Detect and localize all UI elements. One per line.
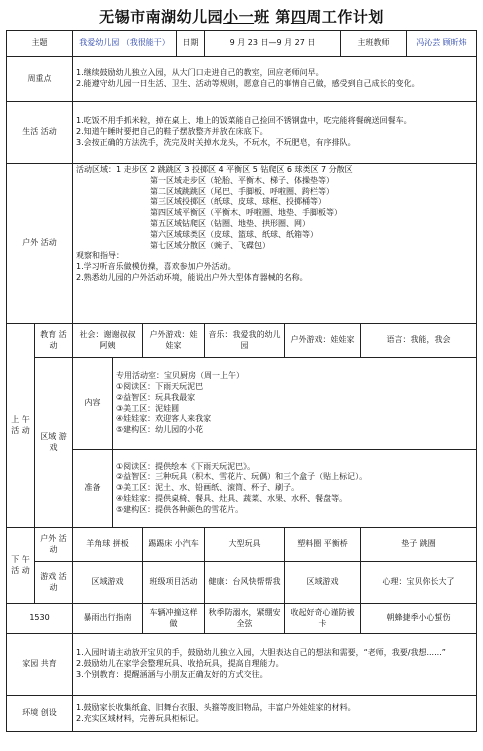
header-row: [7, 31, 477, 57]
life-line: 2.知道午睡时要把自己的鞋子摆放整齐并放在床底下。: [76, 127, 268, 137]
env-line: 1.鼓励家长收集纸盒、旧舞台衣服、头箍等废旧物品，丰富户外娃娃家的材料。: [76, 702, 356, 712]
area-content-row: [7, 358, 477, 450]
area-prep-item: ①阅读区：提供绘本《下雨天玩泥巴》。: [116, 461, 256, 471]
area-prep-item: ③美工区：泥土、水、铅画纸、滚筒、杯子、刷子。: [116, 483, 300, 493]
edu-label: 教育 活动: [35, 324, 73, 358]
morning-label: 上 午 活 动: [7, 324, 35, 528]
focus-line: 2.能遵守幼儿园一日生活、卫生、活动等规则，愿意自己的事情自己做，感受到自己成长的变化。: [76, 79, 420, 88]
area-content-item: ①阅读区：下雨天玩泥巴: [116, 381, 204, 391]
afternoon-game-item: 区域游戏: [73, 562, 143, 604]
date-value: 9 月 23 日—9 月 27 日: [205, 31, 341, 57]
weekly-plan-table: [6, 30, 477, 732]
outdoor-row: [7, 164, 477, 324]
life-line: 1.吃饭不用手抓米粒，掉在桌上、地上的饭菜能自己捡回不锈钢盘中，吃完能将餐碗送回餐车。: [76, 116, 412, 126]
life-content: [73, 102, 477, 164]
env-line: 2.充实区域材料，完善玩具柜标记。: [76, 713, 204, 723]
edu-item: 户外游戏：娃娃家: [143, 324, 205, 358]
theme-value: 我爱幼儿园 （我很能干）: [73, 31, 177, 57]
focus-line: 1.继续鼓励幼儿独立入园，从大门口走进自己的教室，回应老师问早。: [76, 68, 324, 78]
outdoor-zone: 第五区域钻爬区（钻圈、地垫、拱形圈、网）: [150, 218, 310, 228]
afternoon-game-item: 健康：台风快帮帮我: [205, 562, 285, 604]
area-content-item: ④娃娃家：欢迎客人来我家: [116, 414, 212, 424]
afternoon-game-label: 游戏 活动: [35, 562, 73, 604]
safety-label: 1530: [7, 604, 73, 634]
afternoon-outdoor-item: 大型玩具: [205, 528, 285, 562]
edu-item: 语言：我能，我会: [361, 324, 477, 358]
afternoon-outdoor-item: 塑料圈 平衡桥: [285, 528, 361, 562]
page-title: 无锡市南湖幼儿园小一班 第四周工作计划: [99, 8, 384, 26]
afternoon-game-row: [7, 562, 477, 604]
safety-item: 秋季防溺水，紧绷安全弦: [205, 604, 285, 634]
focus-row: [7, 57, 477, 102]
afternoon-outdoor-label: 户外 活动: [35, 528, 73, 562]
outdoor-label: 户外 活动: [7, 164, 73, 324]
family-line: 3.个别教育：提醒涵涵与小朋友正确友好的方式交往。: [76, 669, 268, 679]
date-label: 日期: [177, 31, 205, 57]
outdoor-guide-head: 观察和指导：: [76, 251, 124, 261]
teacher-label: 主班教师: [341, 31, 407, 57]
family-label: 家园 共育: [7, 634, 73, 696]
outdoor-zone: 第四区域平衡区（平衡木、呼啦圈、地垫、手脚板等）: [150, 208, 342, 218]
afternoon-game-item: 区域游戏: [285, 562, 361, 604]
focus-content: [73, 57, 477, 102]
outdoor-content: [73, 164, 477, 324]
afternoon-outdoor-row: [7, 528, 477, 562]
afternoon-outdoor-item: 羊角球 拼板: [73, 528, 143, 562]
family-line: 2.鼓励幼儿在家学会整理玩具、收拾玩具，提高自理能力。: [76, 659, 284, 669]
life-row: [7, 102, 477, 164]
outdoor-zone: 第二区域跳跳区（尾巴、手脚板、呼啦圈、跨栏等）: [150, 186, 334, 196]
area-content-item: ③美工区：泥娃圆: [116, 403, 180, 413]
area-prep: [113, 450, 477, 528]
afternoon-outdoor-item: 垫子 跳圈: [361, 528, 477, 562]
prep-label: 准备: [73, 450, 113, 528]
afternoon-label: 下 午 活 动: [7, 528, 35, 604]
safety-row: [7, 604, 477, 634]
outdoor-zone: 第七区域分散区（豌子、飞碟包）: [150, 240, 270, 250]
edu-item: 音乐：我爱我的幼儿园: [205, 324, 285, 358]
area-content-item: 专用活动室：宝贝厨房（周一上午）: [116, 371, 244, 381]
safety-item: 朝蜂捷季小心蜇伤: [361, 604, 477, 634]
afternoon-outdoor-item: 踢踢床 小汽车: [143, 528, 205, 562]
class-name: 小一: [223, 8, 255, 26]
area-label: 区域 游戏: [35, 358, 73, 528]
family-row: [7, 634, 477, 696]
afternoon-game-item: 心理：宝贝你长大了: [361, 562, 477, 604]
outdoor-zone: 第三区域投掷区（纸球、皮球、球框、投掷桶等）: [150, 197, 326, 207]
area-prep-item: ④娃娃家：提供桌椅、餐具、灶具、蔬菜、水果、水杯、餐盘等。: [116, 493, 348, 503]
week-number: 四: [290, 8, 307, 26]
life-line: 3.会按正确的方法洗手，洗完及时关掉水龙头，不玩水，不玩肥皂，有序排队。: [76, 137, 356, 147]
outdoor-zone: 第一区域走步区（轮胎、平衡木、梯子、体操垫等）: [150, 175, 334, 185]
family-line: 1.入园时请主动放开宝贝的手，鼓励幼儿独立入园，大胆表达自己的想法和需要，“老师，我要/我想......”: [76, 648, 446, 658]
outdoor-guide: 1.学习听音乐做模仿操，喜欢参加户外活动。: [76, 262, 236, 272]
edu-item: 户外游戏：娃娃家: [285, 324, 361, 358]
outdoor-zone: 第六区域球类区（皮球、篮球、纸球、纸箱等）: [150, 229, 318, 239]
safety-item: 暴雨出行指南: [73, 604, 143, 634]
area-prep-row: [7, 450, 477, 528]
afternoon-game-item: 班级项目活动: [143, 562, 205, 604]
theme-label: 主题: [7, 31, 73, 57]
safety-item: 收起好奇心谨防被卡: [285, 604, 361, 634]
area-prep-item: ⑤建构区：提供各种颜色的雪花片。: [116, 504, 244, 514]
content-label: 内容: [73, 358, 113, 450]
outdoor-zones-head: 活动区域：1 走步区 2 跳跳区 3 投掷区 4 平衡区 5 钻爬区 6 球类区 7 分散区: [76, 165, 353, 174]
area-content-item: ⑤建构区：幼儿园的小花: [116, 425, 204, 435]
env-label: 环境 创设: [7, 696, 73, 732]
family-content: [73, 634, 477, 696]
env-content: [73, 696, 477, 732]
area-prep-item: ②益智区：三种玩具（积木、雪花片、玩偶）和三个盒子（贴上标记）。: [116, 472, 368, 482]
env-row: [7, 696, 477, 732]
safety-item: 车辆冲撞这样做: [143, 604, 205, 634]
life-label: 生活 活动: [7, 102, 73, 164]
edu-row: [7, 324, 477, 358]
area-content: [113, 358, 477, 450]
area-content-item: ②益智区：玩具我最家: [116, 392, 196, 402]
teacher-value: 冯沁芸 顾昕炜: [407, 31, 477, 57]
focus-label: 周重点: [7, 57, 73, 102]
outdoor-guide: 2.熟悉幼儿园的户外活动环境，能说出户外大型体育器械的名称。: [76, 272, 308, 282]
edu-item: 社会：谢谢叔叔阿姨: [73, 324, 143, 358]
